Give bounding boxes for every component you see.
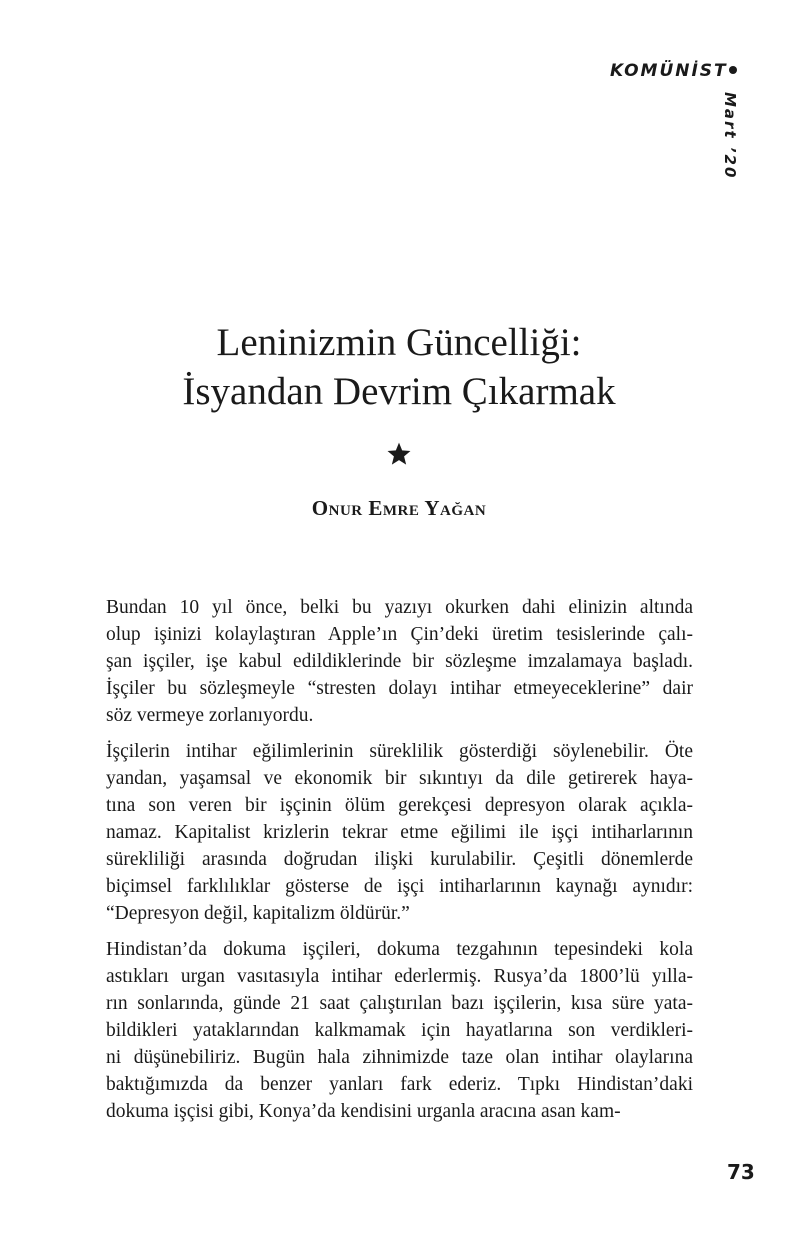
author-name: Onur Emre Yağan [311,496,487,520]
running-head: KOMÜNİST [610,61,728,81]
text-line: tına son veren bir işçinin ölüm gerekçesi depresyon olarak açıkla- [106,795,693,816]
text-line: ni düşünebiliriz. Bugün hala zihnimizde taze olan intihar olaylarına [106,1047,693,1068]
paragraph [106,936,693,1125]
text-line: İşçilerin intihar eğilimlerinin süreklilik gösterdiği söylenebilir. Öte [106,741,693,762]
text-line: “Depresyon değil, kapitalizm öldürür.” [106,903,410,924]
text-line: olup işinizi kolaylaştıran Apple’ın Çin’deki üretim tesislerinde çalı- [106,624,693,645]
text-line: Bundan 10 yıl önce, belki bu yazıyı okurken dahi elinizin altında [106,597,693,618]
text-line: Hindistan’da dokuma işçileri, dokuma tezgahının tepesindeki kola [106,939,693,960]
title-line-1: Leninizmin Güncelliği: [216,321,582,364]
text-line: bildikleri yataklarından kalkmamak için hayatlarına son verdikleri- [106,1020,693,1041]
page-number: 73 [727,1160,755,1184]
bullet-dot [729,66,737,74]
title-line-2: İsyandan Devrim Çıkarmak [182,370,616,413]
paragraph [106,594,693,729]
issue-label: Mart ’20 [721,92,739,180]
text-line: İşçiler bu sözleşmeyle “stresten dolayı intihar etmeyeceklerine” dair [106,678,693,699]
paragraph [106,738,693,927]
text-line: namaz. Kapitalist krizlerin tekrar etme eğilimi ile işçi intiharlarının [106,822,693,843]
text-line: sürekliliği arasında doğrudan ilişki kurulabilir. Çeşitli dönemlerde [106,849,693,870]
text-line: rın sonlarında, günde 21 saat çalıştırılan bazı işçilerin, kısa süre yata- [106,993,693,1014]
text-line: dokuma işçisi gibi, Konya’da kendisini urganla aracına asan kam- [106,1101,621,1122]
article-title [0,318,798,416]
text-line: biçimsel farklılıklar gösterse de işçi intiharlarının kaynağı aynıdır: [106,876,693,897]
article-body [106,594,693,1134]
text-line: baktığımızda da benzer yanları fark ederiz. Tıpkı Hindistan’daki [106,1074,693,1095]
text-line: söz vermeye zorlanıyordu. [106,705,314,726]
text-line: yandan, yaşamsal ve ekonomik bir sıkıntıyı da dile getirerek haya- [106,768,693,789]
text-line: astıkları urgan vasıtasıyla intihar ederlermiş. Rusya’da 1800’lü yılla- [106,966,693,987]
star-icon [386,441,412,467]
text-line: şan işçiler, işe kabul edildiklerinde bir sözleşme imzalamaya başladı. [106,651,693,672]
